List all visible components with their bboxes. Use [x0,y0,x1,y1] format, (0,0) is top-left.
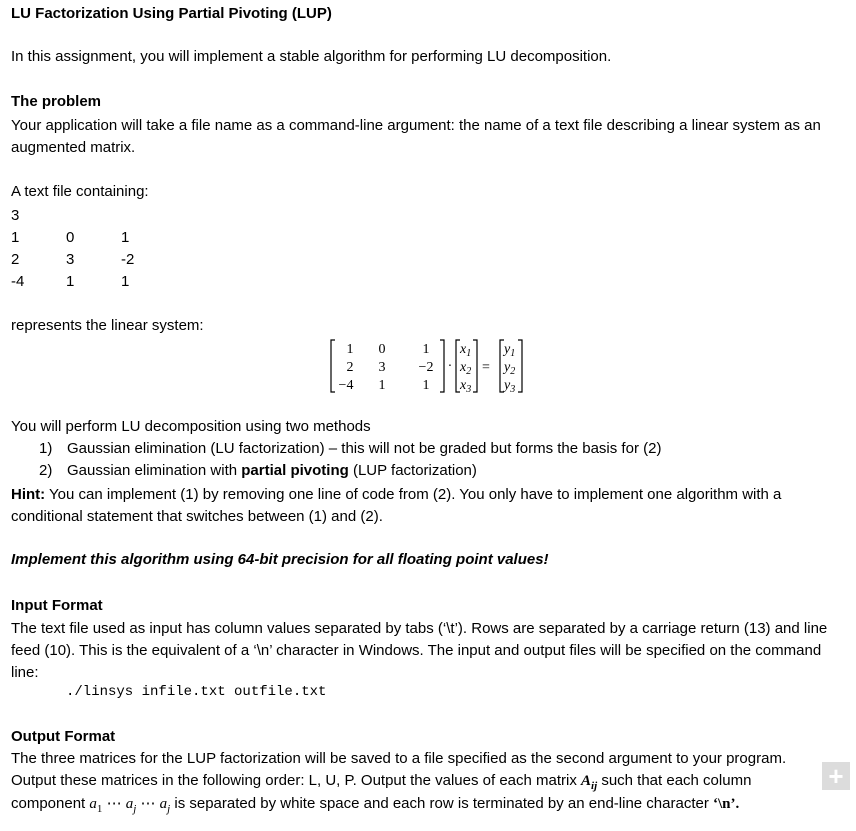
y-bracket-right [518,340,522,392]
dots: ⋯ [106,795,122,812]
output-text: component [11,795,90,812]
example-cell: 1 [121,273,130,290]
output-text: such that each column [597,772,752,789]
intro-paragraph: In this assignment, you will implement a stable algorithm for performing LU decomposition. [11,48,612,65]
matrix-subscript: ij [591,780,598,792]
x-var: $x_2$ [460,360,472,377]
methods-intro: You will perform LU decomposition using two methods [11,418,371,435]
component-symbol: a [89,796,97,812]
output-text: is separated by white space and each row is terminated by an end-line character [170,795,714,812]
component-subscript: j [167,803,171,815]
component-symbol: a [125,796,134,812]
example-cell: -4 [11,273,25,290]
add-plus-button[interactable]: + [822,762,850,790]
y-var: $y_1$ [504,342,516,359]
example-cell: 3 [66,251,75,268]
example-cell: 1 [11,229,20,246]
output-format-line [11,772,751,792]
hint-paragraph [11,484,841,528]
example-cell: 1 [66,273,75,290]
bracket-left [331,340,335,392]
x-var: $x_1$ [460,342,472,359]
method-text: Gaussian elimination (LU factorization) – this will not be graded but forms the basis for (2) [67,440,662,457]
dot-operator: · [447,359,453,374]
command-line-example: ./linsys infile.txt outfile.txt [66,684,327,700]
matrix-entry: 1 [422,378,430,393]
linear-system-equation [330,338,530,394]
method-text: Gaussian elimination with [67,462,242,479]
example-label: A text file containing: [11,183,149,200]
matrix-entry: 3 [378,360,386,375]
matrix-entry: −2 [418,360,434,375]
dots: ⋯ [140,795,156,812]
matrix-entry: 0 [378,342,386,357]
x-bracket-right [473,340,477,392]
example-cell: 1 [121,229,130,246]
endline-char: ‘\n’. [713,796,740,812]
matrix-entry: 1 [378,378,386,393]
y-var: $y_3$ [504,378,516,394]
hint-text: You can implement (1) by removing one line of code from (2). You only have to implement one algorithm with a conditional statement that switches between (1) and (2). [11,486,782,525]
example-cell: 2 [11,251,20,268]
problem-heading: The problem [11,93,102,110]
matrix-entry: 1 [422,342,430,357]
matrix-symbol: A [581,773,592,789]
equals-sign: = [482,360,490,375]
component-symbol: a [159,796,168,812]
bracket-right [440,340,444,392]
example-size: 3 [11,207,20,224]
y-var: $y_2$ [504,360,516,377]
method-number: 1) [39,440,53,457]
input-format-heading: Input Format [11,597,103,614]
method-text-group [67,462,477,479]
example-cell: 0 [66,229,75,246]
component-subscript: 1 [96,803,103,815]
method-number: 2) [39,462,53,479]
output-format-line [11,794,739,815]
hint-label: Hint: [11,486,46,503]
document-title: LU Factorization Using Partial Pivoting (LUP) [11,5,332,22]
component-subscript: j [133,803,137,815]
output-format-heading: Output Format [11,728,116,745]
represents-label: represents the linear system: [11,317,204,334]
output-text: Output these matrices in the following order: L, U, P. Output the values of each matrix [11,772,582,789]
matrix-entry: 2 [346,360,354,375]
method-bold-text: partial pivoting [241,462,349,479]
problem-body: Your application will take a file name as a command-line argument: the name of a text file describing a linear system as an augmented matrix. [11,117,821,156]
matrix-entry: −4 [338,378,354,393]
matrix-entry: 1 [346,342,354,357]
output-format-line: The three matrices for the LUP factorization will be saved to a file specified as the second argument to your program. [11,750,787,767]
input-format-body: The text file used as input has column values separated by tabs (‘\t’). Rows are separated by a carriage return (13) and line feed (10). This is the equivalent of a ‘\n’ character in Windows. The input and output files will be specified on the command line: [11,620,828,681]
x-var: $x_3$ [460,378,472,394]
method-text-tail: (LUP factorization) [348,462,477,479]
implement-note: Implement this algorithm using 64-bit precision for all floating point values! [11,551,549,568]
example-cell: -2 [121,251,135,268]
